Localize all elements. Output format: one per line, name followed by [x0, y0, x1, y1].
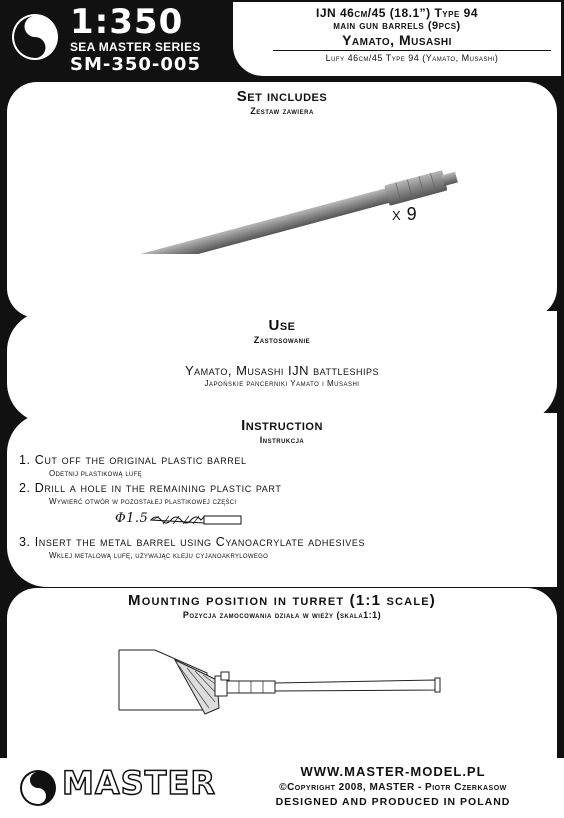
set-includes-subtitle: Zestaw zawiera: [250, 106, 314, 116]
use-panel: [7, 311, 557, 423]
product-code: SM-350-005: [70, 54, 201, 75]
product-title-panel: [233, 2, 561, 76]
mounting-title: Mounting position in turret (1:1 scale): [128, 592, 436, 609]
gun-barrel-image: [87, 134, 477, 254]
product-title-line3: Yamato, Musashi: [342, 32, 452, 48]
product-title-line2: main gun barrels (9pcs): [333, 20, 461, 32]
use-title: Use: [268, 317, 296, 334]
turret-mounting-diagram: [117, 628, 457, 728]
set-includes-panel: [7, 82, 557, 318]
product-title-line1: IJN 46cm/45 (18.1”) Type 94: [315, 6, 478, 20]
use-text: Yamato, Musashi IJN battleships: [185, 363, 379, 378]
step-2-text: 2. Drill a hole in the remaining plastic part: [19, 481, 282, 495]
step-3-sub: Wklej metalową lufę, używając kleju cyjanoakrylowego: [49, 551, 269, 560]
set-includes-title: Set includes: [236, 88, 328, 105]
instruction-title: Instruction: [241, 417, 323, 434]
instruction-subtitle: Instrukcja: [259, 435, 305, 445]
use-text-polish: Japońskie pancerniki Yamato i Musashi: [204, 379, 360, 388]
made-in: DESIGNED AND PRODUCED IN POLAND: [275, 796, 511, 808]
footer: [0, 758, 564, 818]
quantity-label: x 9: [392, 204, 418, 224]
step-1-text: 1. Cut off the original plastic barrel: [19, 453, 247, 467]
mounting-subtitle: Pozycja zamocowania działa w wieży (skala1:1): [182, 610, 382, 620]
series-label: SEA MASTER SERIES: [70, 40, 201, 54]
website-link[interactable]: WWW.MASTER-MODEL.PL: [300, 764, 486, 779]
product-title-polish: Lufy 46cm/45 Type 94 (Yamato, Musashi): [273, 50, 551, 63]
drill-bit-icon: [149, 513, 244, 527]
use-subtitle: Zastosowanie: [253, 335, 311, 345]
step-3-text: 3. Insert the metal barrel using Cyanoacrylate adhesives: [19, 535, 366, 549]
copyright: ©Copyright 2008, MASTER - Piotr Czerkasow: [279, 782, 507, 793]
mounting-panel: [7, 588, 557, 758]
master-brand: MASTER: [62, 764, 216, 802]
scale-label: 1:350: [70, 2, 184, 42]
header-brand-block: [0, 0, 230, 78]
sea-master-logo-icon: [10, 6, 60, 68]
instruction-panel: [7, 413, 557, 587]
step-2-sub: Wywierć otwór w pozostałej plastikowej części: [49, 497, 237, 506]
step-1-sub: Odetnij plastikową lufę: [49, 469, 142, 478]
drill-size-label: Φ1.5: [115, 511, 149, 526]
